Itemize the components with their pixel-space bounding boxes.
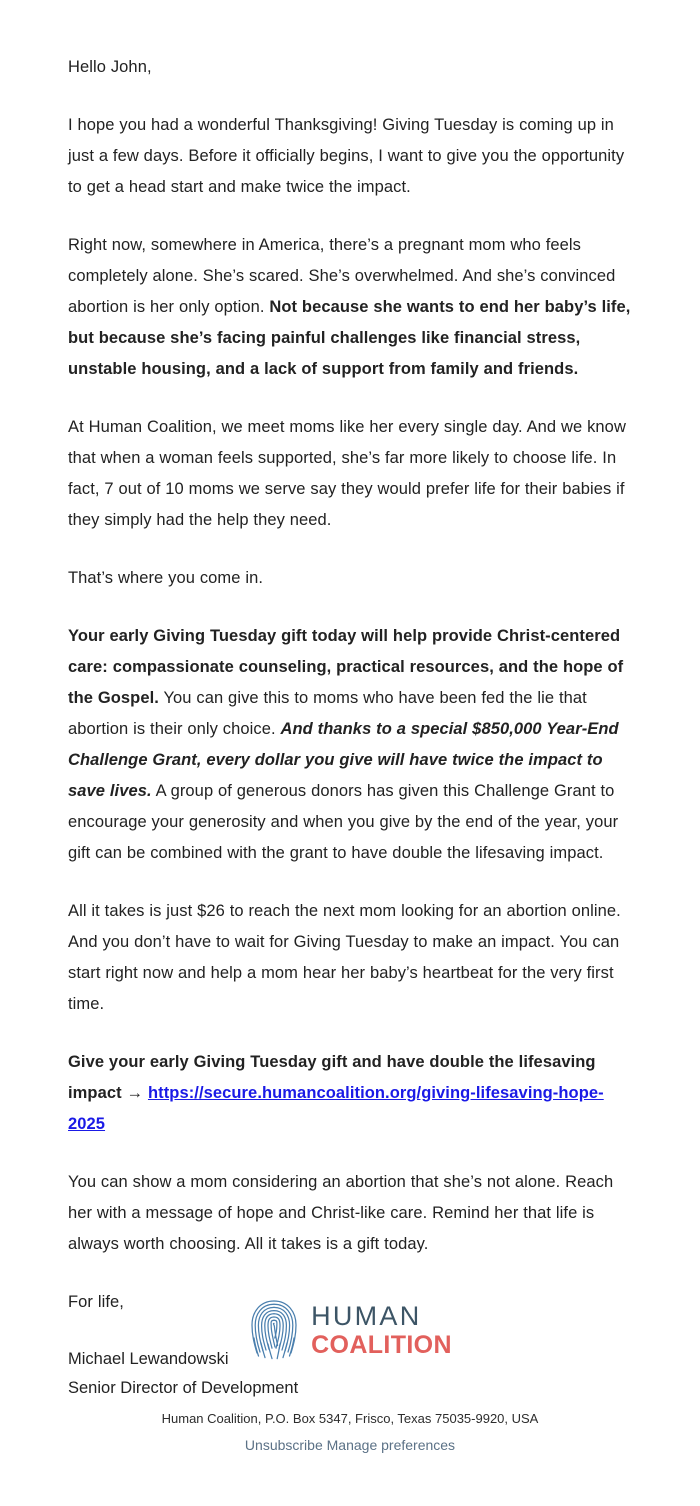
paragraph-transition-text: That’s where you come in. (68, 569, 264, 587)
email-content-block (68, 52, 634, 1403)
paragraph-transition (68, 563, 634, 594)
arrow-right-icon: → (126, 1084, 144, 1102)
logo-word-coalition: COALITION (311, 1330, 452, 1359)
paragraph-appeal-grant: And thanks to a special $850,000 Year-End Challenge Grant, every dollar you give will have twice the impact to save lives. (68, 720, 619, 800)
paragraph-intro (68, 110, 634, 203)
signoff-text: For life, (68, 1293, 124, 1311)
brand-logo (0, 1298, 700, 1362)
fingerprint-icon (248, 1298, 300, 1362)
paragraph-gift-amount-text: All it takes is just $26 to reach the next mom looking for an abortion online. And you don’t have to wait for Giving Tuesday to make an impact. You can start right now and help a mom hear her baby’s heartbeat for the very first time. (68, 902, 621, 1013)
unsubscribe-link[interactable]: Unsubscribe (244, 1437, 323, 1453)
paragraph-story-emphasis: Not because she wants to end her baby’s life, but because she’s facing painful challenges like financial stress, unstable housing, and a lack of support from family and friends. (68, 298, 631, 378)
cta-bold-text: Give your early Giving Tuesday gift and have double the lifesaving impact (68, 1053, 596, 1102)
paragraph-appeal-tail: A group of generous donors has given this Challenge Grant to encourage your generosity and when you give by the end of the year, your gift can be combined with the grant to have double the lifesaving impact. (68, 782, 619, 862)
paragraph-closing (68, 1167, 634, 1260)
greeting (68, 52, 634, 83)
paragraph-stat (68, 412, 634, 536)
footer-links (0, 1434, 700, 1456)
paragraph-appeal-lead: Your early Giving Tuesday gift today will help provide Christ-centered care: compassionate counseling, practical resources, and the hope of the Gospel. (68, 627, 624, 707)
cta-paragraph (68, 1047, 634, 1140)
paragraph-story-text: Right now, somewhere in America, there’s a pregnant mom who feels completely alone. She’s scared. She’s overwhelmed. And she’s convinced abortion is her only option. (68, 236, 616, 316)
paragraph-appeal-mid: You can give this to moms who have been fed the lie that abortion is their only choice. (68, 689, 587, 738)
paragraph-closing-text: You can show a mom considering an abortion that she’s not alone. Reach her with a message of hope and Christ-like care. Remind her that life is always worth choosing. All it takes is a gift today. (68, 1173, 614, 1253)
greeting-text: Hello John, (68, 58, 152, 76)
paragraph-stat-text: At Human Coalition, we meet moms like her every single day. And we know that when a woman feels supported, she’s far more likely to choose life. In fact, 7 out of 10 moms we serve say they would prefer life for their babies if they simply had the help they need. (68, 418, 626, 529)
paragraph-gift-amount (68, 896, 634, 1020)
paragraph-appeal (68, 621, 634, 869)
logo-word-human: HUMAN (311, 1300, 422, 1331)
email-footer (0, 1408, 700, 1456)
logo-wordmark (311, 1300, 452, 1359)
signature-name: Michael Lewandowski (68, 1350, 229, 1368)
donation-link[interactable]: https://secure.humancoalition.org/giving-lifesaving-hope-2025 (68, 1084, 604, 1133)
logo-inner (248, 1298, 452, 1362)
paragraph-story (68, 230, 634, 385)
signature-title: Senior Director of Development (68, 1379, 299, 1397)
footer-address: Human Coalition, P.O. Box 5347, Frisco, Texas 75035-9920, USA (161, 1411, 539, 1426)
paragraph-intro-text: I hope you had a wonderful Thanksgiving! Giving Tuesday is coming up in just a few days. Before it officially begins, I want to give you the opportunity to get a head start and make twice the impact. (68, 116, 625, 196)
manage-preferences-link[interactable]: Manage preferences (326, 1437, 456, 1453)
